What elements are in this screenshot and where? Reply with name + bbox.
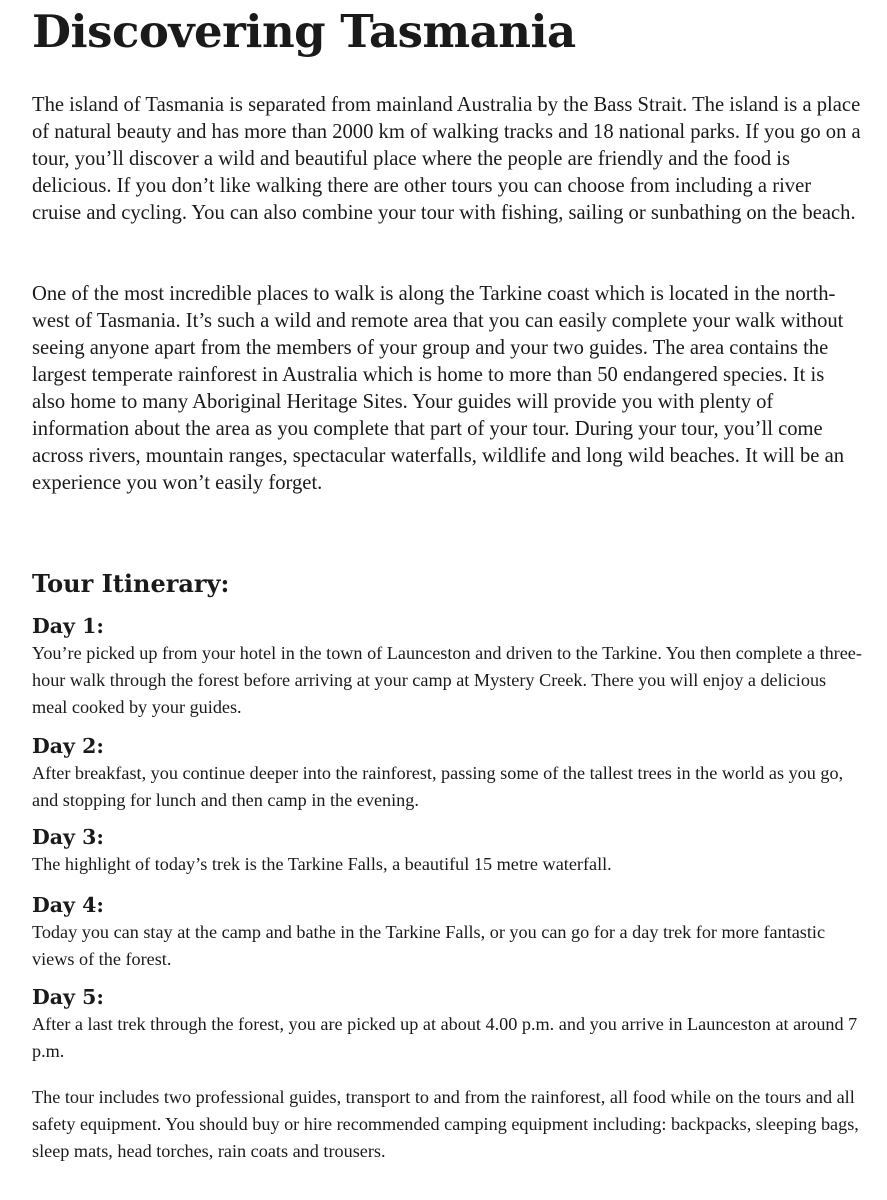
page-title: Discovering Tasmania xyxy=(32,5,576,58)
intro-paragraph-2: One of the most incredible places to walk is along the Tarkine coast which is located in the north-west of Tasmania. It’s such a wild and remote area that you can easily complete your walk without seeing anyone apart from the members of your group and your two guides. The area contains the largest temperate rainforest in Australia which is home to more than 50 endangered species. It is also home to many Aboriginal Heritage Sites. Your guides will provide you with plenty of information about the area as you complete that part of your tour. During your tour, you’ll come across rivers, mountain ranges, spectacular waterfalls, wildlife and long wild beaches. It will be an experience you won’t easily forget. xyxy=(32,283,845,494)
day-2-heading: Day 2: xyxy=(32,734,104,758)
itinerary-heading: Tour Itinerary: xyxy=(32,569,230,598)
day-5-heading: Day 5: xyxy=(32,985,104,1009)
day-1-heading: Day 1: xyxy=(32,614,104,638)
day-3-heading: Day 3: xyxy=(32,825,104,849)
day-5-text: After a last trek through the forest, you are picked up at about 4.00 p.m. and you arrive in Launceston at around 7 p.m. xyxy=(32,1014,858,1061)
day-2-text: After breakfast, you continue deeper into the rainforest, passing some of the tallest trees in the world as you go, and stopping for lunch and then camp in the evening. xyxy=(32,763,844,810)
day-1-text: You’re picked up from your hotel in the town of Launceston and driven to the Tarkine. You then complete a three-hour walk through the forest before arriving at your camp at Mystery Creek. There you will enjoy a delicious meal cooked by your guides. xyxy=(32,643,862,717)
day-3-text: The highlight of today’s trek is the Tarkine Falls, a beautiful 15 metre waterfall. xyxy=(32,854,612,874)
closing-paragraph: The tour includes two professional guides, transport to and from the rainforest, all food while on the tours and all safety equipment. You should buy or hire recommended camping equipment including: backpacks, sleeping bags, sleep mats, head torches, rain coats and trousers. xyxy=(32,1087,859,1161)
day-4-heading: Day 4: xyxy=(32,893,104,917)
intro-paragraph-1: The island of Tasmania is separated from mainland Australia by the Bass Strait. The island is a place of natural beauty and has more than 2000 km of walking tracks and 18 national parks. If you go on a tour, you’ll discover a wild and beautiful place where the people are friendly and the food is delicious. If you don’t like walking there are other tours you can choose from including a river cruise and cycling. You can also combine your tour with fishing, sailing or sunbathing on the beach. xyxy=(32,94,861,224)
day-4-text: Today you can stay at the camp and bathe in the Tarkine Falls, or you can go for a day trek for more fantastic views of the forest. xyxy=(32,922,826,969)
